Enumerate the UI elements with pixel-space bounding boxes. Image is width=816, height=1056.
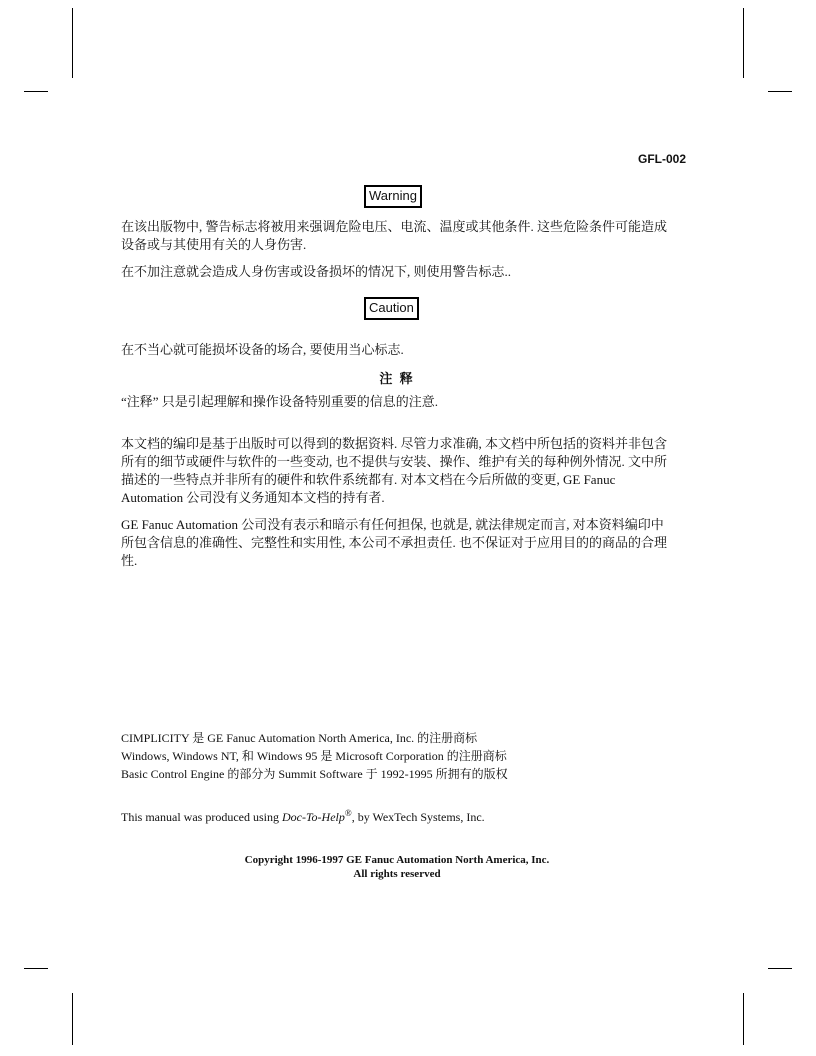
trademark-line: Basic Control Engine 的部分为 Summit Software 于 1992-1995 所拥有的版权: [121, 767, 508, 781]
production-note: [121, 804, 681, 826]
caution-label: Caution: [364, 297, 419, 320]
note-heading: 注 释: [379, 371, 415, 386]
trademark-line: Windows, Windows NT, 和 Windows 95 是 Microsoft Corporation 的注册商标: [121, 749, 507, 763]
rights-reserved-line: All rights reserved: [353, 868, 441, 880]
production-prefix: This manual was produced using: [121, 810, 282, 824]
note-paragraph: “注释” 只是引起理解和操作设备特别重要的信息的注意.: [121, 394, 439, 409]
document-code: GFL-002: [637, 152, 686, 166]
disclaimer-paragraph-2: GE Fanuc Automation 公司没有表示和暗示有任何担保, 也就是, 就法律规定而言, 对本资料编印中所包含信息的准确性、完整性和实用性, 本公司不承担责任. 也不保证对于应用目的的商品的合理性.: [121, 517, 668, 568]
warning-paragraph-1: 在该出版物中, 警告标志将被用来强调危险电压、电流、温度或其他条件. 这些危险条件可能造成设备或与其使用有关的人身伤害.: [121, 219, 668, 252]
warning-label: Warning: [364, 185, 422, 208]
production-product: Doc-To-Help: [281, 810, 345, 824]
caution-paragraph: 在不当心就可能损坏设备的场合, 要使用当心标志.: [121, 342, 404, 357]
crop-mark-top-right-horizontal: [768, 91, 792, 92]
crop-mark-bottom-right-horizontal: [768, 968, 792, 969]
crop-mark-bottom-right-vertical: [743, 993, 744, 1045]
crop-mark-top-left-horizontal: [24, 91, 48, 92]
crop-mark-bottom-left-vertical: [72, 993, 73, 1045]
crop-mark-bottom-left-horizontal: [24, 968, 48, 969]
crop-mark-top-right-vertical: [743, 8, 744, 78]
copyright-line: Copyright 1996-1997 GE Fanuc Automation North America, Inc.: [244, 854, 550, 866]
warning-paragraph-2: 在不加注意就会造成人身伤害或设备损坏的情况下, 则使用警告标志..: [121, 264, 512, 279]
disclaimer-paragraph-1: 本文档的编印是基于出版时可以得到的数据资料. 尽管力求准确, 本文档中所包括的资料并非包含所有的细节或硬件与软件的一些变动, 也不提供与安装、操作、维护有关的每种例外情况. 文中所描述的一些特点并非所有的硬件和软件系统都有. 对本文档在今后所做的变更, GE Fanuc Automation 公司没有义务通知本文档的持有者.: [121, 436, 668, 505]
trademark-line: CIMPLICITY 是 GE Fanuc Automation North America, Inc. 的注册商标: [121, 731, 478, 745]
crop-mark-top-left-vertical: [72, 8, 73, 78]
production-suffix: , by WexTech Systems, Inc.: [351, 810, 485, 824]
registered-mark: ®: [344, 808, 352, 818]
